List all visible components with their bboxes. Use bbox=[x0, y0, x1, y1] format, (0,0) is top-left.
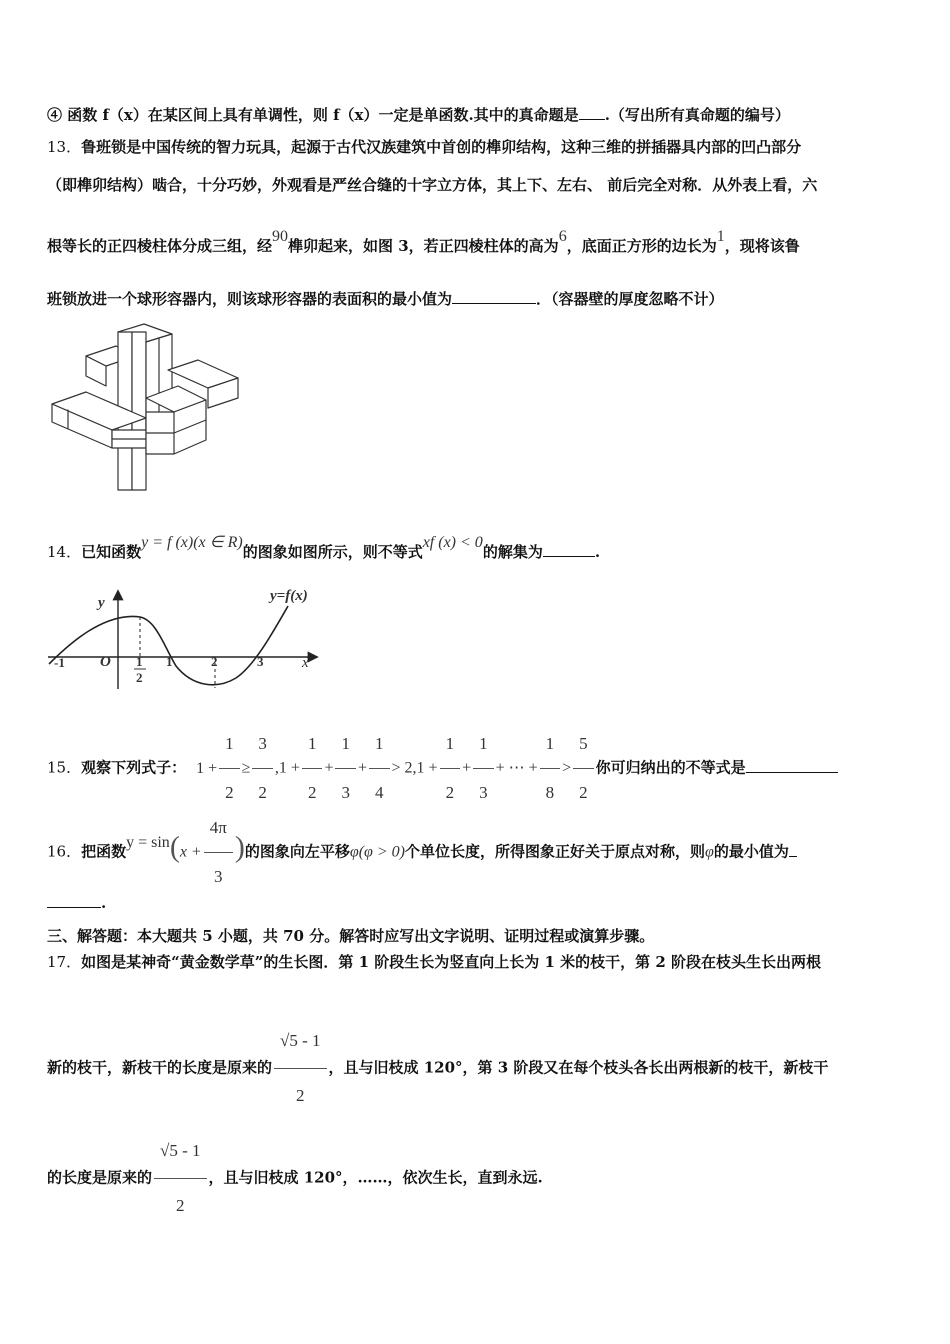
q15-line bbox=[47, 722, 838, 815]
q15-expr-8: + ⋯ + bbox=[495, 759, 538, 777]
answer-blank-16a[interactable] bbox=[789, 840, 797, 857]
statement-4-text: ④ 函数 f（x）在某区间上具有单调性，则 f（x）一定是单函数.其中的真命题是 bbox=[47, 106, 579, 124]
answer-blank-15[interactable] bbox=[746, 756, 838, 773]
q16-text-d: 的最小值为 bbox=[713, 842, 789, 861]
luban-lock-figure bbox=[48, 320, 244, 492]
q13-math-1: 1 bbox=[716, 228, 725, 245]
section-3-text: 三、解答题：本大题共 5 小题，共 70 分。解答时应写出文字说明、证明过程或演算步骤。 bbox=[47, 927, 655, 945]
tick-2: 2 bbox=[211, 654, 218, 669]
q15-expr-1: 1 + bbox=[196, 759, 218, 777]
q15-text-a: 观察下列式子： bbox=[81, 758, 187, 777]
q16-text-e: . bbox=[101, 894, 107, 912]
q14-text-d: . bbox=[594, 543, 601, 561]
label-x: x bbox=[302, 655, 309, 671]
answer-blank-12[interactable] bbox=[579, 103, 605, 120]
q13-line-1 bbox=[47, 137, 801, 157]
q13-line-3 bbox=[47, 228, 800, 257]
q16-paren-close: ) bbox=[234, 830, 245, 864]
q17-frac-2: $\frac{√5 - 1}{2}$ bbox=[154, 1126, 207, 1231]
q15-frac-1: $\frac{1}{2}$ bbox=[219, 722, 240, 815]
q13-line-2 bbox=[47, 175, 817, 195]
label-fx: y=f(x) bbox=[270, 588, 308, 604]
q16-math-sin: y = sin bbox=[126, 833, 170, 851]
q14-line bbox=[47, 534, 601, 563]
q16-number: 16． bbox=[47, 842, 82, 861]
q16-paren-open: ( bbox=[169, 830, 180, 864]
q15-frac-7: $\frac{1}{3}$ bbox=[473, 722, 494, 815]
q15-frac-9: $\frac{5}{2}$ bbox=[573, 722, 594, 815]
q15-expr-4: + bbox=[324, 759, 334, 777]
q13-line-4 bbox=[47, 287, 724, 309]
q13-math-6: 6 bbox=[558, 228, 567, 245]
q13-text-3c: ，底面正方形的边长为 bbox=[566, 237, 717, 255]
label-origin: O bbox=[100, 654, 111, 670]
q16-text-c: 个单位长度，所得图象正好关于原点对称，则 bbox=[405, 842, 706, 861]
q17-text-1: 如图是某神奇“黄金数学草”的生长图．第 1 阶段生长为竖直向上长为 1 米的枝干，第 2 阶段在枝头生长出两根 bbox=[81, 953, 821, 971]
q15-expr-9: > bbox=[562, 759, 572, 777]
q15-frac-3: $\frac{1}{2}$ bbox=[302, 722, 323, 815]
q17-line-3 bbox=[47, 1126, 543, 1231]
q15-frac-6: $\frac{1}{2}$ bbox=[440, 722, 461, 815]
label-y: y bbox=[98, 595, 105, 611]
q13-text-3d: ，现将该鲁 bbox=[724, 237, 800, 255]
tick-half-den: 2 bbox=[136, 670, 143, 685]
q15-expr-5: + bbox=[357, 759, 368, 777]
q16-math-phi-cond: (φ > 0) bbox=[358, 843, 405, 861]
q14-text-a: 已知函数 bbox=[81, 543, 142, 561]
q17-number: 17． bbox=[47, 953, 82, 971]
q13-text-2: （即榫卯结构）啮合，十分巧妙，外观看是严丝合缝的十字立方体，其上下、左右、 前后完全对称．从外表上看，六 bbox=[47, 176, 818, 194]
q17-text-3a: 的长度是原来的 bbox=[47, 1168, 153, 1187]
q14-text-b: 的图象如图所示，则不等式 bbox=[242, 543, 423, 561]
q16-text-b: 的图象向左平移 bbox=[244, 842, 350, 861]
q15-expr-2: ≥ bbox=[241, 759, 251, 777]
statement-4-tail: .（写出所有真命题的编号） bbox=[604, 106, 790, 124]
tick-1: 1 bbox=[166, 654, 173, 669]
q15-expr-6: > 2,1 + bbox=[391, 759, 438, 777]
tick-half-num: 1 bbox=[136, 654, 143, 669]
section-3-heading bbox=[47, 926, 654, 946]
q16-text-a: 把函数 bbox=[81, 842, 127, 861]
answer-blank-14[interactable] bbox=[543, 540, 595, 557]
q15-text-b: 你可归纳出的不等式是 bbox=[595, 758, 746, 777]
q16-math-phi-2: φ bbox=[705, 843, 714, 861]
q13-number: 13． bbox=[47, 138, 82, 156]
q17-text-2a: 新的枝干，新枝干的长度是原来的 bbox=[47, 1058, 273, 1077]
q16-line bbox=[47, 806, 797, 899]
q17-text-2b: ，且与旧枝成 120°，第 3 阶段又在每个枝头各长出两根新的枝干，新枝干 bbox=[328, 1058, 829, 1077]
q17-line-1 bbox=[47, 952, 821, 972]
q14-math-inequality: xf (x) < 0 bbox=[422, 534, 483, 551]
q16-line-2 bbox=[47, 891, 106, 913]
q13-text-3a: 根等长的正四棱柱体分成三组，经 bbox=[47, 237, 273, 255]
q14-function-graph bbox=[44, 584, 329, 694]
q15-frac-8: $\frac{1}{8}$ bbox=[540, 722, 561, 815]
q14-text-c: 的解集为 bbox=[482, 543, 543, 561]
q16-frac: $\frac{4\pi}{3}$ bbox=[204, 806, 233, 899]
q15-expr-3: ,1 + bbox=[274, 759, 300, 777]
q15-number: 15． bbox=[47, 758, 82, 777]
q15-frac-2: $\frac{3}{2}$ bbox=[252, 722, 273, 815]
q15-expr-7: + bbox=[462, 759, 472, 777]
function-curve bbox=[49, 606, 288, 685]
answer-blank-16[interactable] bbox=[47, 891, 101, 908]
q13-text-4a: 班锁放进一个球形容器内，则该球形容器的表面积的最小值为 bbox=[47, 290, 453, 308]
q15-frac-4: $\frac{1}{3}$ bbox=[335, 722, 356, 815]
q14-number: 14． bbox=[47, 543, 82, 561]
q16-math-phi: φ bbox=[349, 843, 359, 861]
answer-blank-13[interactable] bbox=[452, 287, 536, 304]
q16-math-x: x + bbox=[179, 843, 202, 861]
statement-4 bbox=[47, 103, 790, 125]
q17-text-3b: ，且与旧枝成 120°，……，依次生长，直到永远. bbox=[208, 1168, 543, 1187]
tick-3: 3 bbox=[257, 654, 264, 669]
q15-frac-5: $\frac{1}{4}$ bbox=[369, 722, 390, 815]
q17-frac-1: $\frac{√5 - 1}{2}$ bbox=[274, 1016, 327, 1121]
tick-minus-1: -1 bbox=[54, 655, 65, 670]
q13-text-1: 鲁班锁是中国传统的智力玩具，起源于古代汉族建筑中首创的榫卯结构，这种三维的拼插器具内部的凹凸部分 bbox=[81, 138, 802, 156]
q13-text-4b: ．（容器壁的厚度忽略不计） bbox=[536, 290, 724, 308]
q13-text-3b: 榫卯起来，如图 3，若正四棱柱体的高为 bbox=[288, 237, 559, 255]
q14-math-function: y = f (x)(x ∈ R) bbox=[141, 534, 243, 551]
q17-line-2 bbox=[47, 1016, 828, 1121]
q13-math-90: 90 bbox=[272, 228, 289, 245]
